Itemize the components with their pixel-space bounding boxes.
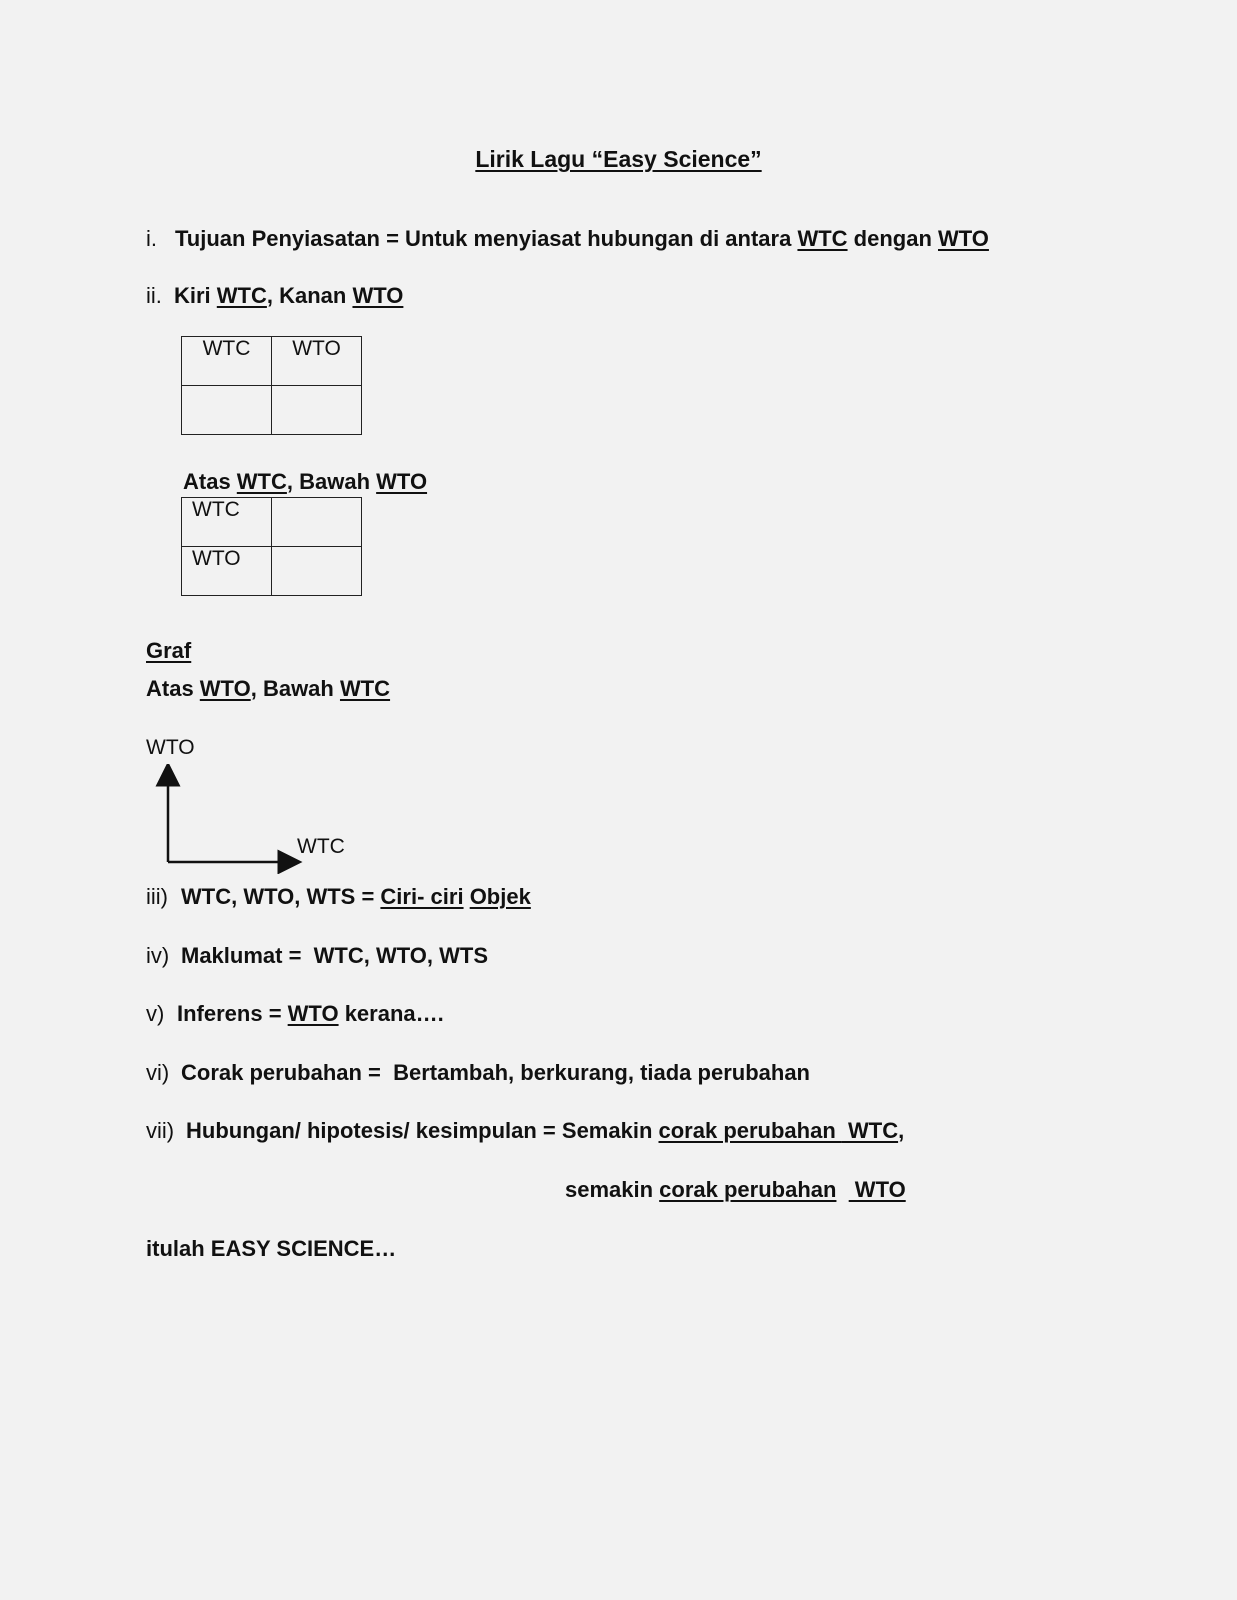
graf-subheading	[146, 676, 390, 702]
item-7-line2	[565, 1177, 906, 1203]
page-title	[0, 146, 1237, 173]
item-4-number: iv)	[146, 943, 170, 968]
table-header-wtc: WTC	[182, 337, 272, 386]
graph-y-label: WTO	[146, 736, 195, 759]
item-2b-mid: , Bawah	[286, 469, 377, 494]
item-7-u1: corak perubahan	[658, 1118, 842, 1143]
graf-heading-text: Graf	[146, 638, 192, 663]
item-2b	[183, 469, 427, 495]
item-5-post: kerana….	[338, 1001, 444, 1026]
item-7-number: vii)	[146, 1118, 175, 1143]
item-7-line2-pre: semakin	[565, 1177, 660, 1202]
graph-axes	[150, 764, 310, 874]
item-6	[146, 1060, 810, 1086]
item-2-wtc: WTC	[216, 283, 267, 308]
item-1-mid: dengan	[847, 226, 938, 251]
item-2-pre: Kiri	[174, 283, 217, 308]
item-2b-wtc: WTC	[236, 469, 287, 494]
item-5-pre: Inferens =	[177, 1001, 288, 1026]
item-6-number: vi)	[146, 1060, 170, 1085]
item-3-u1: Ciri- ciri	[380, 884, 464, 909]
graf-wtc: WTC	[339, 676, 391, 701]
table-header-wto: WTO	[272, 337, 362, 386]
item-1-number: i.	[146, 226, 157, 251]
item-2b-pre: Atas	[183, 469, 237, 494]
table-cell	[272, 498, 362, 547]
item-1-wtc: WTC	[797, 226, 848, 251]
item-1-text: Tujuan Penyiasatan = Untuk menyiasat hubungan di antara	[175, 226, 798, 251]
table-row-label-wtc: WTC	[182, 498, 272, 547]
item-1	[146, 226, 989, 252]
item-7-comma: ,	[898, 1118, 905, 1143]
graf-mid: , Bawah	[250, 676, 340, 701]
item-7-u2: WTC	[841, 1118, 899, 1143]
item-2-wto: WTO	[352, 283, 404, 308]
item-3-text: WTC, WTO, WTS =	[181, 884, 381, 909]
item-6-text: Corak perubahan = Bertambah, berkurang, tiada perubahan	[181, 1060, 810, 1085]
item-5-wto: WTO	[287, 1001, 339, 1026]
item-7-text: Hubungan/ hipotesis/ kesimpulan = Semakin	[186, 1118, 659, 1143]
item-2b-wto: WTO	[376, 469, 428, 494]
item-2-mid: , Kanan	[266, 283, 353, 308]
item-1-wto: WTO	[938, 226, 989, 251]
item-2-number: ii.	[146, 283, 162, 308]
item-3-number: iii)	[146, 884, 168, 909]
closing-text: itulah EASY SCIENCE…	[146, 1236, 397, 1261]
item-3-u2: Objek	[469, 884, 531, 909]
item-4-text: Maklumat = WTC, WTO, WTS	[181, 943, 488, 968]
graf-heading	[146, 638, 191, 664]
table-row-label-wto: WTO	[182, 547, 272, 596]
title-text: Lirik Lagu “Easy Science”	[475, 146, 762, 172]
item-7	[146, 1118, 904, 1144]
item-2	[146, 283, 403, 309]
item-7-line2-u1: corak perubahan	[659, 1177, 837, 1202]
table-cell	[272, 547, 362, 596]
graf-pre: Atas	[146, 676, 200, 701]
item-5	[146, 1001, 444, 1027]
table-left-right	[181, 336, 362, 435]
table-cell	[182, 386, 272, 435]
table-top-bottom	[181, 497, 362, 596]
table-cell	[272, 386, 362, 435]
item-7-line2-u2: WTO	[848, 1177, 906, 1202]
graph-x-label: WTC	[297, 835, 345, 858]
graf-wto: WTO	[199, 676, 251, 701]
item-5-number: v)	[146, 1001, 165, 1026]
item-4	[146, 943, 488, 969]
item-3	[146, 884, 531, 910]
